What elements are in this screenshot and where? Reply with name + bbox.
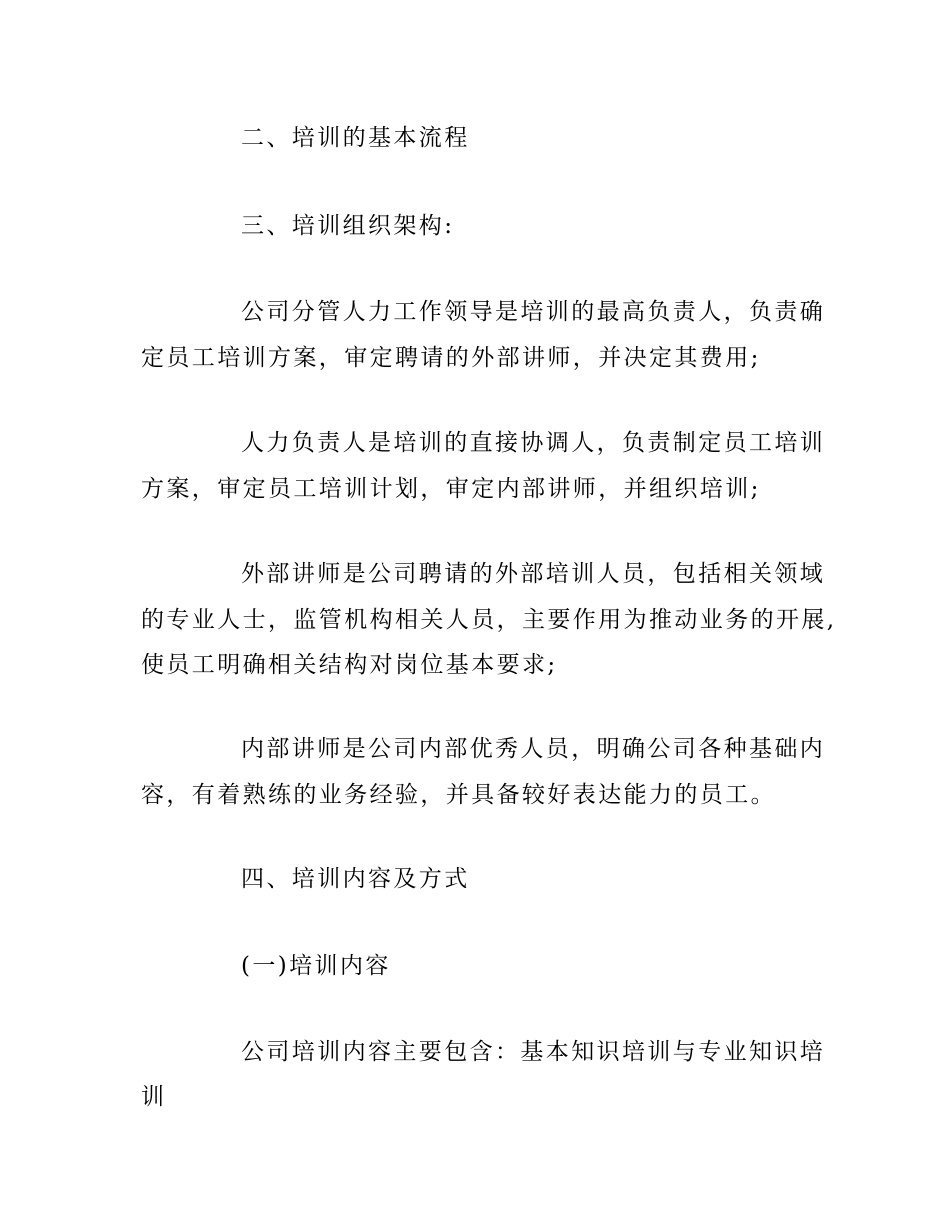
paragraph-2-line-2: 方案，审定员工培训计划，审定内部讲师，并组织培训;: [141, 476, 761, 502]
paragraph-1-line-1: 公司分管人力工作领导是培训的最高负责人，负责确: [241, 299, 826, 325]
subsection-heading-1: (一)培训内容: [241, 953, 391, 979]
section-heading-3: 三、培训组织架构:: [241, 213, 455, 239]
section-heading-2: 二、培训的基本流程: [241, 125, 470, 151]
paragraph-1-line-2: 定员工培训方案，审定聘请的外部讲师，并决定其费用;: [141, 345, 761, 371]
paragraph-3-line-2: 的专业人士，监管机构相关人员，主要作用为推动业务的开展,: [141, 607, 837, 633]
paragraph-3-line-3: 使员工明确相关结构对岗位基本要求;: [141, 652, 558, 678]
paragraph-5-line-2: 训: [141, 1084, 167, 1110]
paragraph-5-line-1: 公司培训内容主要包含：基本知识培训与专业知识培: [241, 1039, 826, 1065]
paragraph-3-line-1: 外部讲师是公司聘请的外部培训人员，包括相关领域: [241, 561, 826, 587]
paragraph-2-line-1: 人力负责人是培训的直接协调人，负责制定员工培训: [241, 430, 826, 456]
section-heading-4: 四、培训内容及方式: [241, 866, 470, 892]
paragraph-4-line-1: 内部讲师是公司内部优秀人员，明确公司各种基础内: [241, 736, 826, 762]
paragraph-4-line-2: 容，有着熟练的业务经验，并具备较好表达能力的员工。: [141, 782, 776, 808]
